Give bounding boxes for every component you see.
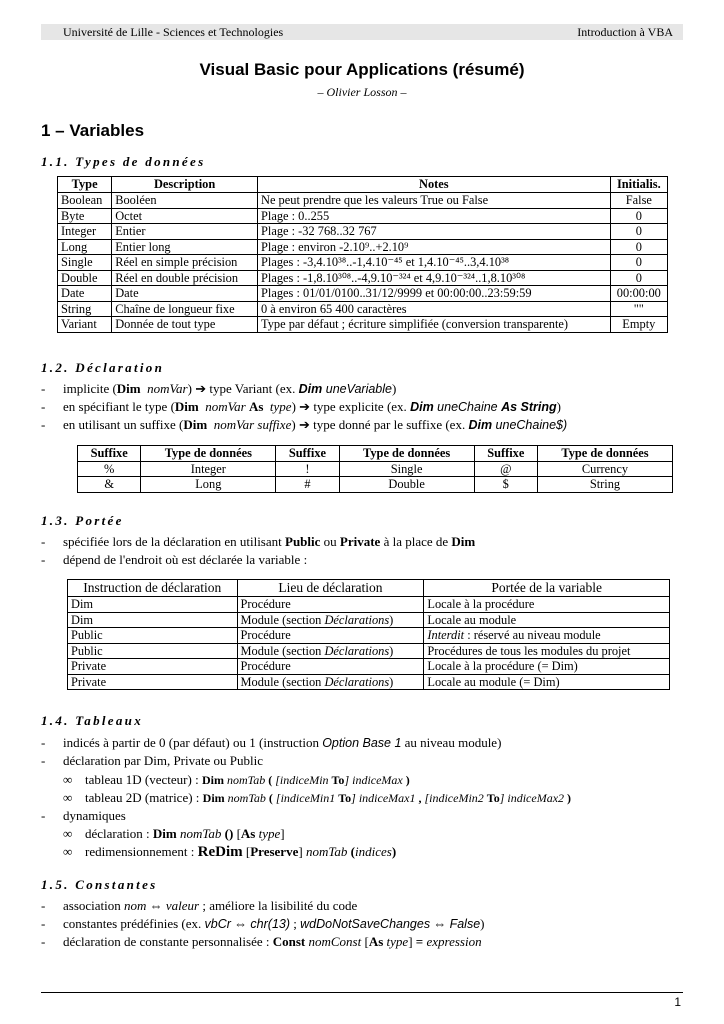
bullet-dash: - bbox=[41, 934, 46, 949]
text: ] bbox=[298, 844, 306, 859]
text: déclaration : bbox=[85, 826, 153, 841]
bullet-dash: - bbox=[41, 898, 46, 913]
page-header bbox=[41, 24, 683, 40]
keyword: chr(13) bbox=[250, 917, 291, 931]
table-cell: Ne peut prendre que les valeurs True ou False bbox=[258, 193, 611, 209]
table-row bbox=[58, 208, 668, 224]
text: déclaration de constante personnalisée : bbox=[63, 934, 273, 949]
keyword: vbCr bbox=[204, 917, 231, 931]
subsection-scope-heading: 1.3. Portée bbox=[41, 513, 124, 528]
text: uneChaine$) bbox=[492, 418, 568, 432]
text: spécifiée lors de la déclaration en utilisant bbox=[63, 534, 285, 549]
table-row bbox=[68, 628, 670, 644]
arrow-right-icon: ➔ bbox=[195, 381, 207, 396]
table-cell: Type par défaut ; écriture simplifiée (conversion transparente) bbox=[258, 317, 611, 333]
table-cell: ! bbox=[276, 461, 339, 477]
table-cell: 0 à environ 65 400 caractères bbox=[258, 301, 611, 317]
table-cell bbox=[237, 643, 424, 659]
table-cell bbox=[237, 612, 424, 628]
table-cell: Date bbox=[58, 286, 112, 302]
table-cell: Dim bbox=[68, 597, 238, 613]
section-variables-heading: 1 – Variables bbox=[41, 121, 145, 140]
table-row bbox=[58, 255, 668, 271]
subsection-constants-heading: 1.5. Constantes bbox=[41, 877, 158, 892]
table-cell: Entier long bbox=[112, 239, 258, 255]
arrays-index-bullet bbox=[41, 734, 501, 752]
column-header: Type bbox=[58, 177, 112, 193]
table-cell bbox=[424, 597, 670, 613]
infinity-bullet-icon: ∞ bbox=[63, 772, 73, 787]
text: ) bbox=[389, 643, 394, 658]
table-cell: Double bbox=[339, 477, 474, 493]
document-title: Visual Basic pour Applications (résumé) bbox=[199, 60, 525, 79]
text: valeur bbox=[165, 898, 200, 913]
keyword: Dim bbox=[201, 773, 224, 787]
text: nomVar bbox=[147, 381, 188, 396]
arrow-right-icon: ➔ bbox=[299, 399, 311, 414]
text: ] bbox=[408, 934, 416, 949]
table-cell: Byte bbox=[58, 208, 112, 224]
text: ) bbox=[291, 417, 299, 432]
text: à la place de bbox=[380, 534, 452, 549]
text: redimensionnement : bbox=[85, 844, 198, 859]
keyword: Public bbox=[285, 534, 321, 549]
column-header: Suffixe bbox=[78, 446, 141, 462]
table-cell: $ bbox=[474, 477, 537, 493]
declaration-suffix-bullet bbox=[41, 416, 567, 434]
table-cell: 0 bbox=[610, 270, 667, 286]
table-cell: Plage : -32 768..32 767 bbox=[258, 224, 611, 240]
text: Locale à la procédure bbox=[427, 597, 535, 611]
suffix-table bbox=[77, 445, 673, 493]
table-cell bbox=[424, 659, 670, 675]
text: [indiceMin bbox=[275, 773, 332, 787]
text: ( bbox=[265, 791, 276, 805]
table-cell bbox=[424, 628, 670, 644]
keyword: Const bbox=[272, 934, 306, 949]
table-cell: String bbox=[58, 301, 112, 317]
text: = bbox=[415, 934, 424, 949]
text: ) bbox=[291, 399, 300, 414]
table-cell: Integer bbox=[58, 224, 112, 240]
text: indicés à partir de 0 (par défaut) ou 1 (instruction bbox=[63, 735, 323, 750]
table-cell: # bbox=[276, 477, 339, 493]
table-row bbox=[68, 612, 670, 628]
text: type bbox=[255, 826, 281, 841]
table-row bbox=[58, 317, 668, 333]
bullet-dash: - bbox=[41, 808, 46, 823]
keyword: Private bbox=[339, 534, 381, 549]
keyword: As String bbox=[501, 400, 557, 414]
equivalence-arrow-icon: ⇔ bbox=[430, 916, 450, 931]
infinity-bullet-icon: ∞ bbox=[63, 844, 73, 859]
table-cell bbox=[424, 643, 670, 659]
table-row bbox=[78, 461, 673, 477]
table-cell: Chaîne de longueur fixe bbox=[112, 301, 258, 317]
text: ] indiceMax2 bbox=[499, 791, 565, 805]
keyword: To bbox=[338, 791, 352, 805]
table-row bbox=[58, 286, 668, 302]
table-cell bbox=[237, 597, 424, 613]
column-header: Suffixe bbox=[474, 446, 537, 462]
table-cell: Plage : environ -2.10⁹..+2.10⁹ bbox=[258, 239, 611, 255]
footer-divider bbox=[41, 992, 683, 993]
header-left: Université de Lille - Sciences et Technologies bbox=[63, 25, 284, 39]
text: [ bbox=[233, 826, 241, 841]
constants-custom-bullet bbox=[41, 933, 482, 951]
text: type donné par le suffixe (ex. bbox=[309, 417, 469, 432]
subsection-arrays-heading: 1.4. Tableaux bbox=[41, 713, 144, 728]
table-cell: 00:00:00 bbox=[610, 286, 667, 302]
bullet-dash: - bbox=[41, 534, 46, 549]
scope-table bbox=[67, 579, 670, 690]
text: nom bbox=[124, 898, 147, 913]
table-cell: 0 bbox=[610, 224, 667, 240]
table-cell: & bbox=[78, 477, 141, 493]
page-number: 1 bbox=[674, 995, 681, 1009]
declaration-implicit-bullet bbox=[41, 380, 396, 398]
text: ] indiceMax1 bbox=[351, 791, 416, 805]
text: Procédure bbox=[240, 597, 291, 611]
table-cell: Private bbox=[68, 659, 238, 675]
table-row bbox=[58, 224, 668, 240]
table-cell: Long bbox=[141, 477, 276, 493]
text: ] indiceMax bbox=[344, 773, 403, 787]
arrays-redim-subbullet bbox=[63, 843, 396, 861]
table-cell: Variant bbox=[58, 317, 112, 333]
table-cell bbox=[237, 628, 424, 644]
text: implicite ( bbox=[63, 381, 117, 396]
column-header: Portée de la variable bbox=[424, 580, 670, 597]
table-cell: "" bbox=[610, 301, 667, 317]
keyword: False bbox=[449, 917, 481, 931]
table-cell: String bbox=[537, 477, 672, 493]
text: Procédure bbox=[240, 659, 291, 673]
scope-location-bullet bbox=[41, 551, 307, 569]
text: constantes prédéfinies (ex. bbox=[63, 916, 205, 931]
keyword: To bbox=[486, 791, 500, 805]
table-cell: Public bbox=[68, 628, 238, 644]
keyword: To bbox=[331, 773, 345, 787]
arrays-2d-subbullet bbox=[63, 789, 571, 807]
table-row bbox=[68, 643, 670, 659]
text: type bbox=[269, 399, 292, 414]
text: () bbox=[221, 826, 234, 841]
text: ) bbox=[389, 612, 394, 627]
table-row bbox=[68, 674, 670, 690]
table-row bbox=[78, 477, 673, 493]
table-cell: Empty bbox=[610, 317, 667, 333]
table-cell: Double bbox=[58, 270, 112, 286]
keyword: Dim bbox=[451, 534, 476, 549]
bullet-dash: - bbox=[41, 735, 46, 750]
table-cell: @ bbox=[474, 461, 537, 477]
table-cell: Booléen bbox=[112, 193, 258, 209]
text: ] bbox=[280, 826, 285, 841]
text: Locale au module (= Dim) bbox=[427, 674, 560, 689]
keyword: As bbox=[240, 826, 256, 841]
text: ) bbox=[392, 381, 397, 396]
column-header: Description bbox=[112, 177, 258, 193]
text: nomConst bbox=[305, 934, 362, 949]
text: expression bbox=[423, 934, 482, 949]
text: Déclarations bbox=[324, 674, 390, 689]
equivalence-arrow-icon: ⇔ bbox=[146, 898, 166, 913]
table-cell: Boolean bbox=[58, 193, 112, 209]
table-row bbox=[58, 270, 668, 286]
table-cell: Long bbox=[58, 239, 112, 255]
table-cell: False bbox=[610, 193, 667, 209]
suffix-table-body bbox=[78, 461, 673, 492]
arrays-dynamic-bullet bbox=[41, 807, 126, 825]
text: Procédure bbox=[240, 628, 291, 642]
bullet-dash: - bbox=[41, 552, 46, 567]
equivalence-arrow-icon: ⇔ bbox=[230, 916, 251, 931]
declaration-explicit-bullet bbox=[41, 398, 561, 416]
column-header: Lieu de déclaration bbox=[237, 580, 424, 597]
table-cell: Réel en double précision bbox=[112, 270, 258, 286]
bullet-dash: - bbox=[41, 417, 46, 432]
text: ) bbox=[389, 674, 394, 689]
table-cell: Currency bbox=[537, 461, 672, 477]
table-cell: Dim bbox=[68, 612, 238, 628]
keyword: Dim bbox=[152, 826, 177, 841]
keyword: Dim bbox=[410, 400, 434, 414]
text: Déclarations bbox=[324, 643, 390, 658]
text: : réservé au niveau module bbox=[464, 628, 601, 642]
table-cell bbox=[424, 674, 670, 690]
text: en utilisant un suffixe ( bbox=[63, 417, 184, 432]
text: uneVariable bbox=[322, 382, 392, 396]
keyword: Preserve bbox=[250, 844, 299, 859]
text: nomTab bbox=[305, 844, 348, 859]
text: [ bbox=[361, 934, 369, 949]
text: indices bbox=[354, 844, 392, 859]
text: [ bbox=[242, 844, 251, 859]
subsection-types-heading: 1.1. Types de données bbox=[41, 154, 206, 169]
table-cell: Réel en simple précision bbox=[112, 255, 258, 271]
bullet-dash: - bbox=[41, 381, 46, 396]
text: type Variant (ex. bbox=[206, 381, 299, 396]
table-row bbox=[68, 597, 670, 613]
infinity-bullet-icon: ∞ bbox=[63, 826, 73, 841]
text: Procédures de tous les modules du projet bbox=[427, 643, 631, 658]
arrays-1d-subbullet bbox=[63, 771, 410, 789]
text: nomTab bbox=[223, 773, 266, 787]
table-cell bbox=[424, 612, 670, 628]
column-header: Type de données bbox=[537, 446, 672, 462]
keyword: wdDoNotSaveChanges bbox=[300, 917, 431, 931]
text: [indiceMin2 bbox=[424, 791, 487, 805]
text: Module (section bbox=[240, 674, 325, 689]
types-table-body bbox=[58, 193, 668, 333]
text: uneChaine bbox=[433, 400, 502, 414]
text: ( bbox=[347, 844, 355, 859]
text: ) bbox=[556, 399, 562, 414]
bullet-dash: - bbox=[41, 916, 46, 931]
text: ) bbox=[402, 773, 410, 787]
subsection-declaration-heading: 1.2. Déclaration bbox=[41, 360, 165, 375]
column-header: Suffixe bbox=[276, 446, 339, 462]
text: ) bbox=[564, 791, 572, 805]
bullet-dash: - bbox=[41, 399, 46, 414]
text: nomTab bbox=[224, 791, 266, 805]
text: , bbox=[415, 791, 425, 805]
arrays-declaration-bullet bbox=[41, 752, 263, 770]
infinity-bullet-icon: ∞ bbox=[63, 790, 73, 805]
table-cell: Integer bbox=[141, 461, 276, 477]
text: [indiceMin1 bbox=[275, 791, 339, 805]
table-header-row bbox=[78, 446, 673, 462]
table-header-row bbox=[58, 177, 668, 193]
text: ) bbox=[480, 916, 485, 931]
text: type bbox=[383, 934, 409, 949]
table-cell: Plages : -1,8.10³⁰⁸..-4,9.10⁻³²⁴ et 4,9.10⁻³²⁴..1,8.10³⁰⁸ bbox=[258, 270, 611, 286]
table-cell: 0 bbox=[610, 208, 667, 224]
table-cell: Plages : -3,4.10³⁸..-1,4.10⁻⁴⁵ et 1,4.10⁻⁴⁵..3,4.10³⁸ bbox=[258, 255, 611, 271]
table-cell bbox=[237, 659, 424, 675]
table-cell: 0 bbox=[610, 239, 667, 255]
table-row bbox=[58, 193, 668, 209]
table-cell: Private bbox=[68, 674, 238, 690]
constants-association-bullet bbox=[41, 897, 357, 915]
arrow-right-icon: ➔ bbox=[298, 417, 310, 432]
document-author: – Olivier Losson – bbox=[317, 85, 407, 99]
table-cell bbox=[237, 674, 424, 690]
text: nomTab bbox=[176, 826, 222, 841]
text: Interdit bbox=[427, 628, 465, 642]
keyword: Dim bbox=[298, 382, 323, 396]
table-cell: Donnée de tout type bbox=[112, 317, 258, 333]
table-cell: Date bbox=[112, 286, 258, 302]
text: nomVar suffixe bbox=[213, 417, 292, 432]
text: ) bbox=[187, 381, 196, 396]
text: dynamiques bbox=[63, 808, 126, 823]
text: ; bbox=[290, 916, 301, 931]
constants-predefined-bullet bbox=[41, 915, 485, 933]
keyword: ReDim bbox=[197, 844, 243, 860]
text: Locale à la procédure (= Dim) bbox=[427, 659, 578, 673]
table-row bbox=[68, 659, 670, 675]
table-cell: Entier bbox=[112, 224, 258, 240]
text: ; améliore la lisibilité du code bbox=[199, 898, 358, 913]
column-header: Instruction de déclaration bbox=[68, 580, 238, 597]
text: Locale au module bbox=[427, 612, 517, 627]
table-header-row bbox=[68, 580, 670, 597]
table-cell: Public bbox=[68, 643, 238, 659]
keyword: Dim bbox=[468, 418, 493, 432]
text: Module (section bbox=[240, 643, 325, 658]
text: nomVar bbox=[205, 399, 246, 414]
keyword: Dim bbox=[116, 381, 141, 396]
keyword: Dim bbox=[202, 791, 225, 805]
text: en spécifiant le type ( bbox=[63, 399, 175, 414]
bullet-dash: - bbox=[41, 753, 46, 768]
scope-table-body bbox=[68, 597, 670, 690]
keyword: Dim bbox=[174, 399, 199, 414]
table-cell: Single bbox=[339, 461, 474, 477]
text: au niveau module) bbox=[401, 735, 502, 750]
types-table bbox=[57, 176, 668, 333]
text: déclaration par Dim, Private ou Public bbox=[63, 753, 264, 768]
header-right: Introduction à VBA bbox=[577, 25, 673, 39]
text: Déclarations bbox=[324, 612, 390, 627]
table-cell: Plages : 01/01/0100..31/12/9999 et 00:00:00..23:59:59 bbox=[258, 286, 611, 302]
scope-keyword-bullet bbox=[41, 533, 475, 551]
text: dépend de l'endroit où est déclarée la variable : bbox=[63, 552, 308, 567]
keyword: Dim bbox=[183, 417, 208, 432]
keyword: As bbox=[368, 934, 384, 949]
table-cell: Single bbox=[58, 255, 112, 271]
text: ( bbox=[265, 773, 276, 787]
table-cell: Plage : 0..255 bbox=[258, 208, 611, 224]
table-cell: Octet bbox=[112, 208, 258, 224]
column-header: Notes bbox=[258, 177, 611, 193]
column-header: Type de données bbox=[141, 446, 276, 462]
arrays-dynamic-declaration-subbullet bbox=[63, 825, 285, 843]
table-row bbox=[58, 239, 668, 255]
text: tableau 1D (vecteur) : bbox=[85, 772, 202, 787]
column-header: Initialis. bbox=[610, 177, 667, 193]
keyword: As bbox=[248, 399, 264, 414]
text: tableau 2D (matrice) : bbox=[85, 790, 203, 805]
table-cell: 0 bbox=[610, 255, 667, 271]
table-cell: % bbox=[78, 461, 141, 477]
text: ou bbox=[320, 534, 340, 549]
text: ) bbox=[391, 844, 397, 859]
column-header: Type de données bbox=[339, 446, 474, 462]
text: Module (section bbox=[240, 612, 325, 627]
keyword: Option Base 1 bbox=[322, 736, 402, 750]
text: association bbox=[63, 898, 125, 913]
table-row bbox=[58, 301, 668, 317]
text: type explicite (ex. bbox=[310, 399, 411, 414]
